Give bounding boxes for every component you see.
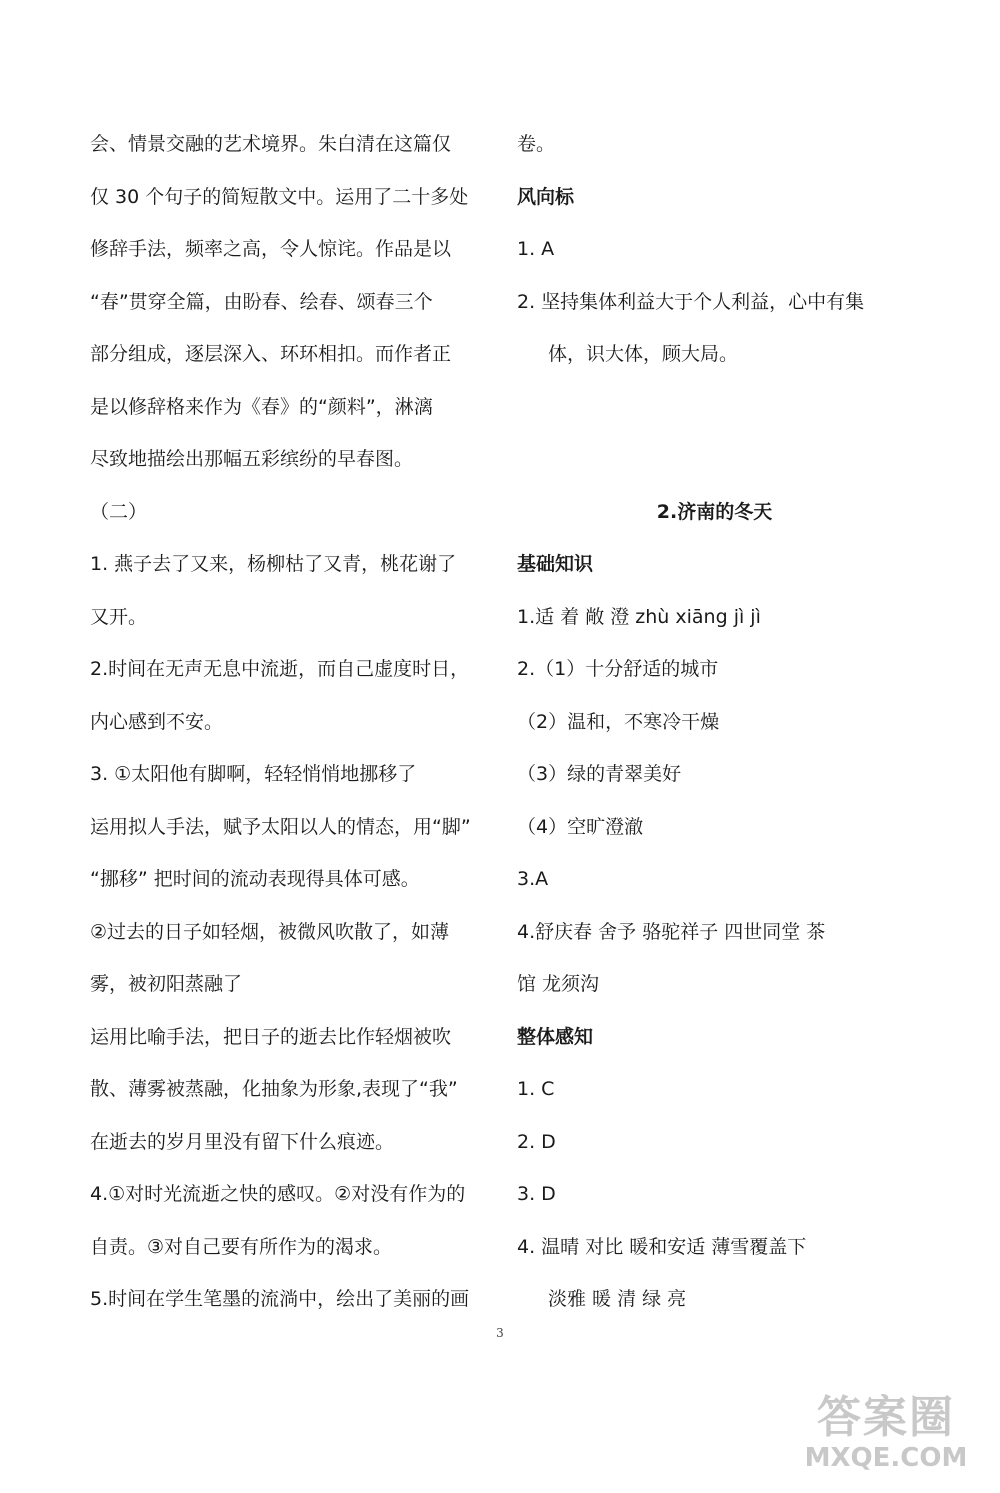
- text-line: 在逝去的岁月里没有留下什么痕迹。: [90, 1130, 395, 1153]
- text-line: 2. 坚持集体利益大于个人利益，心中有集: [517, 290, 865, 313]
- text-line: 5.时间在学生笔墨的流淌中，绘出了美丽的画: [90, 1288, 470, 1310]
- text-line: 4. 温晴 对比 暖和安适 薄雪覆盖下: [517, 1235, 807, 1258]
- text-line: [517, 433, 912, 486]
- watermark-url: MXQE.COM: [804, 1443, 968, 1473]
- text-line: 会、情景交融的艺术境界。朱白清在这篇仅: [90, 133, 452, 155]
- text-line: 1.适 着 敞 澄 zhù xiāng jì jì: [517, 605, 761, 628]
- text-line: [517, 381, 912, 434]
- text-line: （2）温和，不寒冷干燥: [517, 710, 720, 733]
- page-number: 3: [496, 1326, 504, 1340]
- text-line: 1. A: [517, 238, 555, 260]
- text-line: 体，识大体，顾大局。: [548, 343, 739, 365]
- text-line: 2. D: [517, 1130, 556, 1153]
- text-line: 整体感知: [517, 1025, 594, 1048]
- text-line: 4.①对时光流逝之快的感叹。②对没有作为的: [90, 1183, 466, 1205]
- text-line: 部分组成，逐层深入、环环相扣。而作者正: [90, 343, 452, 365]
- text-line: 3. ①太阳他有脚啊，轻轻悄悄地挪移了: [90, 763, 417, 785]
- text-line: 基础知识: [517, 553, 594, 575]
- text-line: ②过去的日子如轻烟，被微风吹散了，如薄: [90, 920, 450, 943]
- text-line: 3.A: [517, 868, 549, 890]
- text-line: 仅 30 个句子的简短散文中。运用了二十多处: [90, 185, 469, 208]
- text-line: 风向标: [517, 185, 575, 208]
- text-line: 2.济南的冬天: [656, 500, 773, 523]
- text-line: 散、薄雾被蒸融，化抽象为形象,表现了“我”: [90, 1078, 458, 1100]
- text-line: 1. C: [517, 1078, 555, 1100]
- text-line: 尽致地描绘出那幅五彩缤纷的早春图。: [90, 448, 414, 470]
- text-line: “挪移” 把时间的流动表现得具体可感。: [90, 868, 420, 890]
- right-column: [517, 118, 912, 1326]
- text-line: 4.舒庆春 舍予 骆驼祥子 四世同堂 茶: [517, 920, 826, 943]
- text-line: 雾，被初阳蒸融了: [90, 973, 243, 995]
- watermark-logo: [786, 1393, 986, 1483]
- text-line: （二）: [90, 500, 148, 523]
- text-line: 是以修辞格来作为《春》的“颜料”，淋漓: [90, 395, 433, 418]
- text-line: 2.（1）十分舒适的城市: [517, 658, 719, 680]
- text-line: 卷。: [517, 133, 556, 155]
- text-line: 运用比喻手法，把日子的逝去比作轻烟被吹: [90, 1025, 452, 1048]
- text-line: （3）绿的青翠美好: [517, 763, 682, 785]
- text-line: 内心感到不安。: [90, 710, 224, 733]
- text-line: 自责。③对自己要有所作为的渴求。: [90, 1235, 393, 1258]
- text-line: 淡雅 暖 清 绿 亮: [548, 1288, 687, 1310]
- watermark-logo-text: 答案圈: [817, 1392, 955, 1443]
- text-line: （4）空旷澄澈: [517, 815, 644, 838]
- left-column: [90, 118, 485, 1326]
- text-line: 2.时间在无声无息中流逝，而自己虚度时日，: [90, 658, 470, 680]
- text-line: 运用拟人手法，赋予太阳以人的情态，用“脚”: [90, 815, 471, 838]
- text-line: 馆 龙须沟: [517, 973, 600, 995]
- text-line: 又开。: [90, 605, 148, 628]
- text-line: 修辞手法，频率之高，令人惊诧。作品是以: [90, 238, 452, 260]
- text-line: “春”贯穿全篇，由盼春、绘春、颂春三个: [90, 290, 433, 313]
- text-line: 1. 燕子去了又来，杨柳枯了又青，桃花谢了: [90, 553, 457, 575]
- text-line: 3. D: [517, 1183, 556, 1205]
